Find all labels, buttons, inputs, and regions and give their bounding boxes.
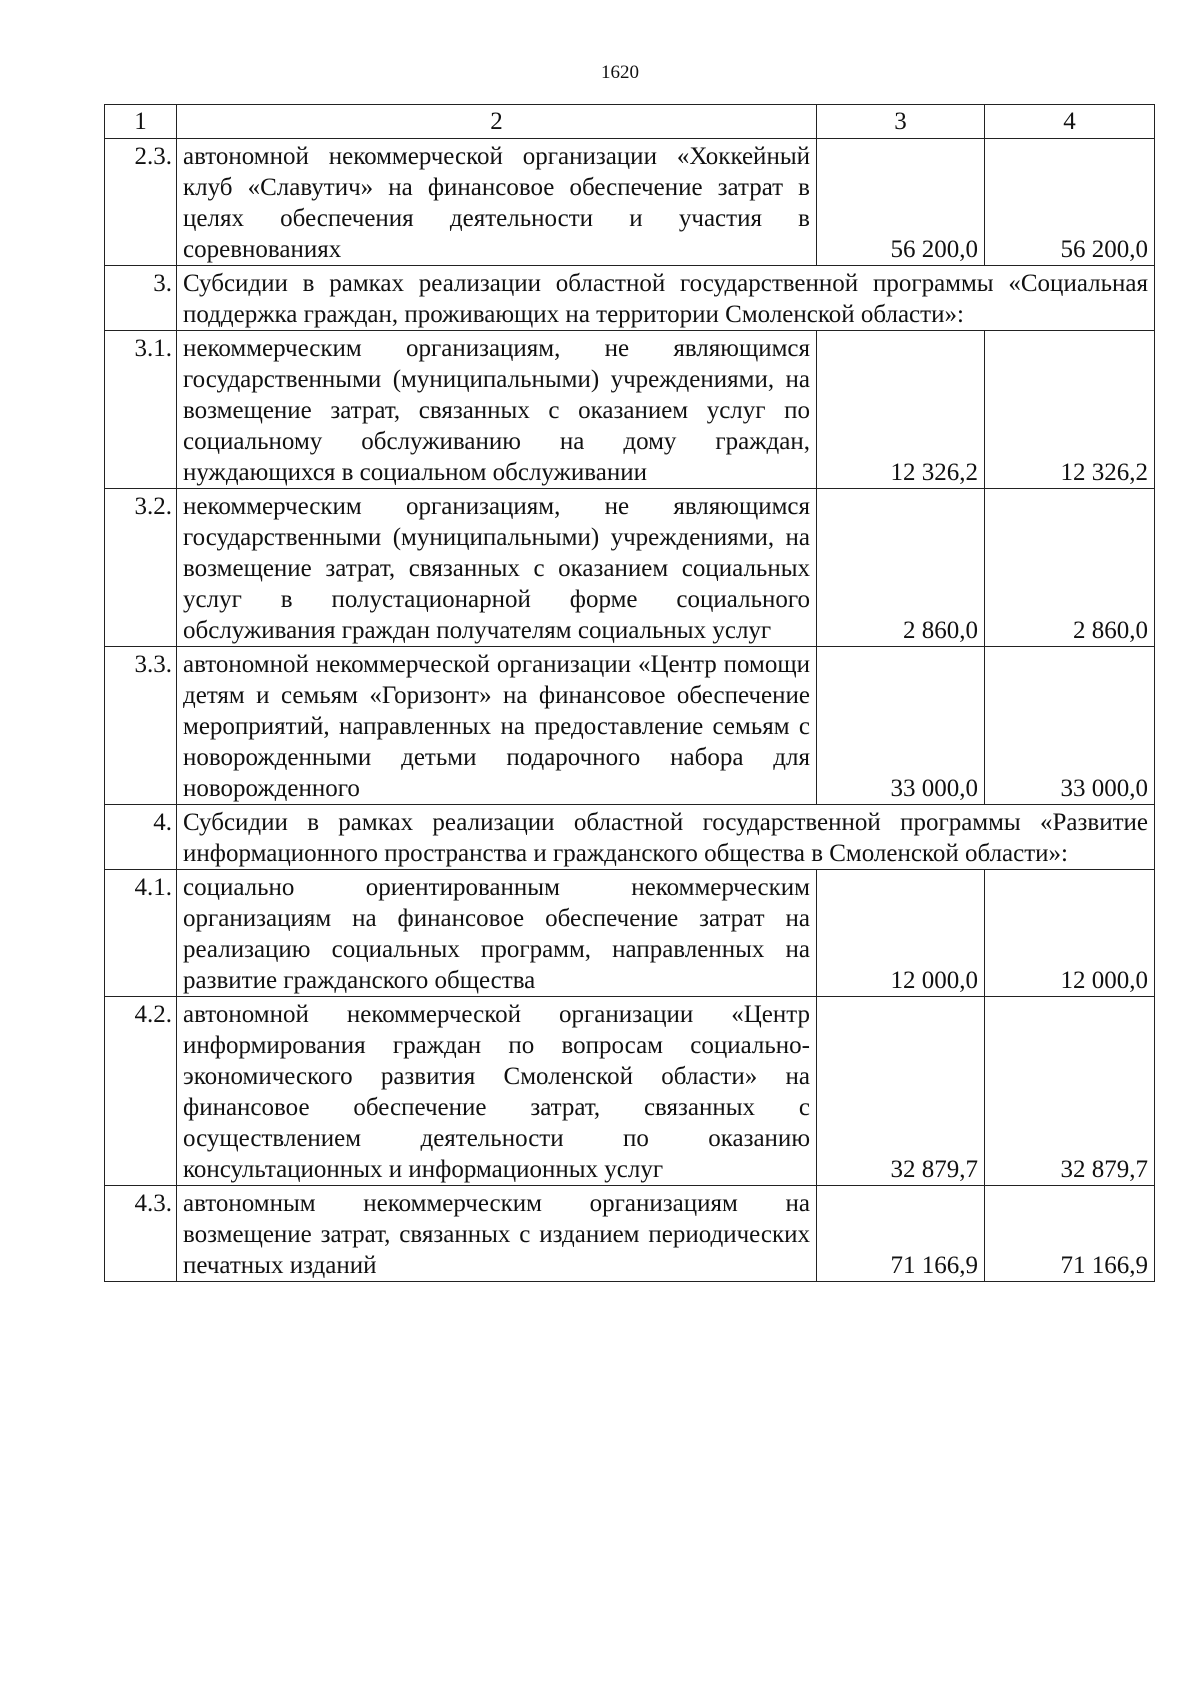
table-row — [105, 331, 1155, 489]
table-row — [105, 139, 1155, 266]
row-value-col4: 71 166,9 — [985, 1186, 1155, 1282]
row-number: 4.2. — [105, 997, 177, 1186]
row-value-col3: 32 879,7 — [817, 997, 985, 1186]
row-value-col4: 32 879,7 — [985, 997, 1155, 1186]
header-col-1: 1 — [105, 105, 177, 139]
row-description: автономным некоммерческим организациям на возмещение затрат, связанных с изданием периодических печатных изданий — [177, 1186, 817, 1282]
header-col-4: 4 — [985, 105, 1155, 139]
section-row — [105, 805, 1155, 870]
header-col-2: 2 — [177, 105, 817, 139]
row-number: 3.3. — [105, 647, 177, 805]
section-title: Субсидии в рамках реализации областной государственной программы «Социальная поддержка граждан, проживающих на территории Смоленской области»: — [177, 266, 1155, 331]
row-value-col4: 12 326,2 — [985, 331, 1155, 489]
row-description: автономной некоммерческой организации «Центр помощи детям и семьям «Горизонт» на финансовое обеспечение мероприятий, направленных на предоставление семьям с новорожденными детьми подарочного набора для новорожденного — [177, 647, 817, 805]
section-row — [105, 266, 1155, 331]
row-value-col4: 2 860,0 — [985, 489, 1155, 647]
table-row — [105, 997, 1155, 1186]
row-description: социально ориентированным некоммерческим организациям на финансовое обеспечение затрат на реализацию социальных программ, направленных на развитие гражданского общества — [177, 870, 817, 997]
row-description: автономной некоммерческой организации «Центр информирования граждан по вопросам социально-экономического развития Смоленской области» на финансовое обеспечение затрат, связанных с осуществлением деятельности по оказанию консультационных и информационных услуг — [177, 997, 817, 1186]
row-value-col3: 2 860,0 — [817, 489, 985, 647]
row-description: автономной некоммерческой организации «Хоккейный клуб «Славутич» на финансовое обеспечение затрат в целях обеспечения деятельности и участия в соревнованиях — [177, 139, 817, 266]
row-value-col4: 33 000,0 — [985, 647, 1155, 805]
row-number: 4.1. — [105, 870, 177, 997]
table-header-row — [105, 105, 1155, 139]
row-number: 3.2. — [105, 489, 177, 647]
table-row — [105, 489, 1155, 647]
row-number: 3.1. — [105, 331, 177, 489]
row-value-col3: 71 166,9 — [817, 1186, 985, 1282]
row-value-col4: 56 200,0 — [985, 139, 1155, 266]
page-number: 1620 — [601, 62, 639, 83]
row-value-col4: 12 000,0 — [985, 870, 1155, 997]
header-col-3: 3 — [817, 105, 985, 139]
section-number: 3. — [105, 266, 177, 331]
table-row — [105, 647, 1155, 805]
row-value-col3: 56 200,0 — [817, 139, 985, 266]
row-value-col3: 12 000,0 — [817, 870, 985, 997]
section-title: Субсидии в рамках реализации областной государственной программы «Развитие информационного пространства и гражданского общества в Смоленской области»: — [177, 805, 1155, 870]
row-description: некоммерческим организациям, не являющимся государственными (муниципальными) учреждениями, на возмещение затрат, связанных с оказанием социальных услуг в полустационарной форме социального обслуживания граждан получателям социальных услуг — [177, 489, 817, 647]
row-number: 2.3. — [105, 139, 177, 266]
table-row — [105, 1186, 1155, 1282]
row-number: 4.3. — [105, 1186, 177, 1282]
row-value-col3: 33 000,0 — [817, 647, 985, 805]
row-value-col3: 12 326,2 — [817, 331, 985, 489]
section-number: 4. — [105, 805, 177, 870]
subsidy-table — [104, 104, 1155, 1282]
table-row — [105, 870, 1155, 997]
row-description: некоммерческим организациям, не являющимся государственными (муниципальными) учреждениями, на возмещение затрат, связанных с оказанием услуг по социальному обслуживанию на дому граждан, нуждающихся в социальном обслуживании — [177, 331, 817, 489]
